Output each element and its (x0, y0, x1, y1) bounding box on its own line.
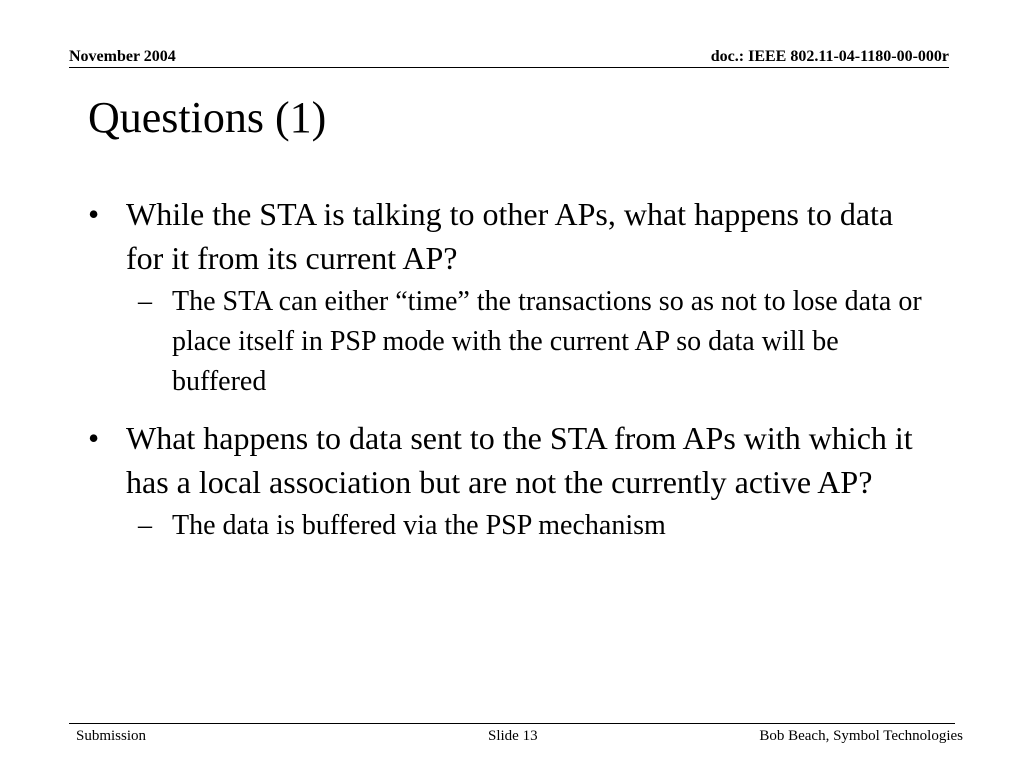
footer-rule (69, 723, 955, 724)
bullet-text: While the STA is talking to other APs, what happens to data for it from its current AP? (126, 196, 894, 276)
slide-content (88, 192, 938, 546)
bullet-mark: • (88, 196, 100, 232)
bullet-item (88, 416, 938, 504)
header-date: November 2004 (69, 48, 176, 65)
sub-bullet-item (88, 282, 938, 402)
slide-title: Questions (1) (88, 93, 327, 142)
sub-bullet-text: The data is buffered via the PSP mechanism (172, 510, 666, 541)
header-doc-id: doc.: IEEE 802.11-04-1180-00-000r (710, 48, 949, 65)
header-rule (69, 67, 949, 68)
bullet-text: What happens to data sent to the STA from APs with which it has a local association but are not the currently active AP? (126, 420, 913, 500)
bullet-mark: • (88, 420, 100, 456)
bullet-item (88, 192, 938, 280)
dash-mark: – (138, 286, 152, 317)
dash-mark: – (138, 510, 152, 541)
sub-bullet-item (88, 506, 938, 546)
sub-bullet-text: The STA can either “time” the transactions so as not to lose data or place itself in PSP mode with the current AP so data will be buffered (172, 286, 922, 397)
footer-slide-number: Slide 13 (488, 728, 538, 744)
footer-author: Bob Beach, Symbol Technologies (759, 728, 963, 744)
footer-submission: Submission (76, 728, 147, 744)
